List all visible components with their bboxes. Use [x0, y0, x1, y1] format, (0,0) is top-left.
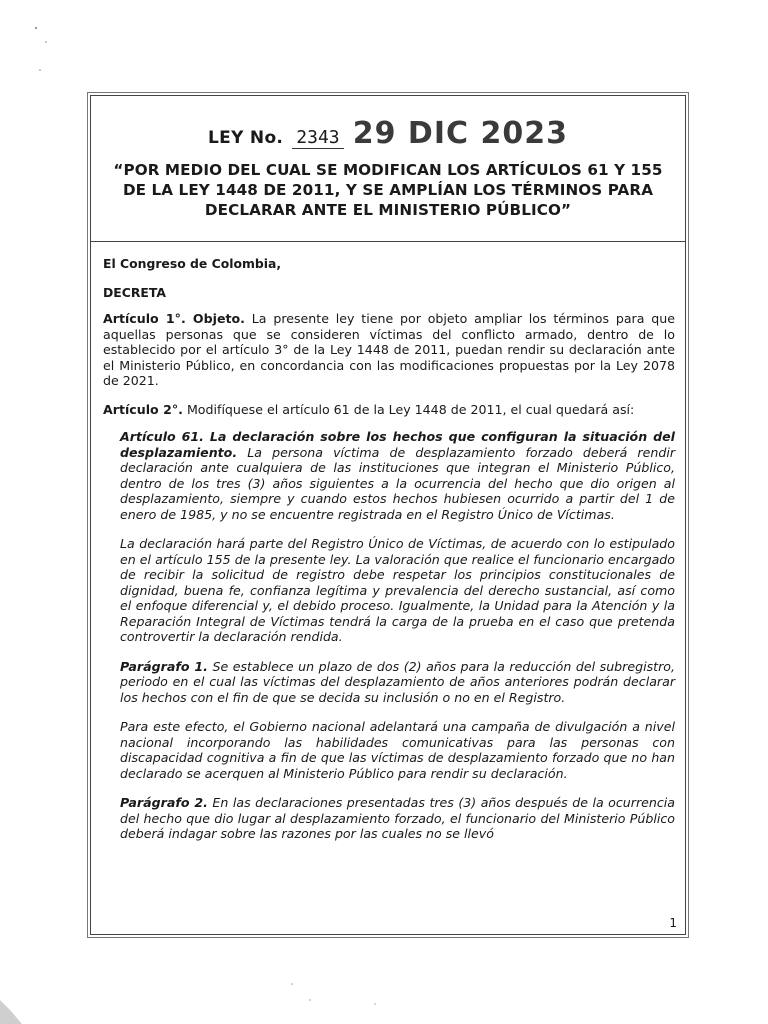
paragrafo-2: [120, 795, 675, 842]
declaracion-paragraph: La declaración hará parte del Registro Único de Víctimas, de acuerdo con lo estipulado en el artículo 155 de la presente ley. La valoración que realice el funcionario encargado de recibir la solicitud de registro debe respetar los principios constitucionales de dignidad, buena fe, confianza legítima y prevalencia del derecho sustancial, así como el enfoque diferencial y, el debido proceso. Igualmente, la Unidad para la Atención y la Reparación Integral de Víctimas tendrá la carga de la prueba en el caso que pretenda controvertir la declaración rendida.: [120, 536, 675, 644]
article-61-text: La persona víctima de desplazamiento forzado deberá rendir declaración ante cualquiera de las instituciones que integran el Ministerio Público, dentro de los tres (3) años siguientes a la ocurrencia del hecho que dio origen al desplazamiento, siempre y cuando estos hechos hubiesen ocurrido a partir del 1 de enero de 1985, y no se encuentre registrada en el Registro Único de Víctimas.: [120, 444, 675, 522]
efecto-paragraph: Para este efecto, el Gobierno nacional adelantará una campaña de divulgación a nivel nacional incorporando las habilidades comunicativas para las personas con discapacidad cognitiva a fin de que las víctimas de desplazamiento forzado que no han declarado se acerquen al Ministerio Público para rendir su declaración.: [120, 719, 675, 781]
law-title: “POR MEDIO DEL CUAL SE MODIFICAN LOS ARTÍCULOS 61 Y 155 DE LA LEY 1448 DE 2011, Y SE AMPLÍAN LOS TÉRMINOS PARA DECLARAR ANTE EL MINISTERIO PÚBLICO”: [113, 161, 663, 219]
page-number: 1: [669, 916, 677, 930]
paragrafo-2-lead: Parágrafo 2.: [120, 795, 208, 810]
article-1: [103, 311, 675, 389]
congress-heading: El Congreso de Colombia,: [103, 256, 282, 271]
law-number-line: [91, 116, 685, 151]
document-frame: [90, 95, 686, 935]
article-1-lead: Artículo 1°. Objeto.: [103, 311, 245, 326]
document-header: [91, 96, 685, 242]
decreta-heading: DECRETA: [103, 284, 166, 300]
document-body: [103, 248, 675, 842]
article-1-text: La presente ley tiene por objeto ampliar los términos para que aquellas personas que se consideren víctimas del conflicto armado, dentro de lo establecido por el artículo 3° de la Ley 1448 de 2011, puedan rendir su declaración ante el Ministerio Público, en concordancia con las modificaciones propuestas por la Ley 2078 de 2021.: [103, 311, 675, 388]
article-61-lead: Artículo 61. La declaración sobre los hechos que configuran la situación del desplazamiento.: [120, 429, 675, 460]
paragrafo-2-text: En las declaraciones presentadas tres (3) años después de la ocurrencia del hecho que dio lugar al desplazamiento forzado, el funcionario del Ministerio Público deberá indagar sobre las razones por las cuales no se llevó: [120, 795, 676, 841]
law-number: 2343: [292, 127, 343, 149]
law-label: LEY No.: [208, 128, 284, 148]
paragrafo-1-text: Se establece un plazo de dos (2) años para la reducción del subregistro, periodo en el cual las víctimas del desplazamiento de años anteriores podrán declarar los hechos con el fin de que se decida su inclusión o no en el Registro.: [120, 658, 675, 705]
article-2-text: Modifíquese el artículo 61 de la Ley 1448 de 2011, el cual quedará así:: [182, 401, 635, 417]
date-stamp: 29 DIC 2023: [352, 116, 568, 151]
paragrafo-1: [120, 659, 675, 706]
article-2-lead: Artículo 2°.: [103, 401, 183, 417]
article-2: [103, 402, 675, 418]
article-61: [120, 429, 675, 522]
paragrafo-1-lead: Parágrafo 1.: [120, 658, 208, 674]
